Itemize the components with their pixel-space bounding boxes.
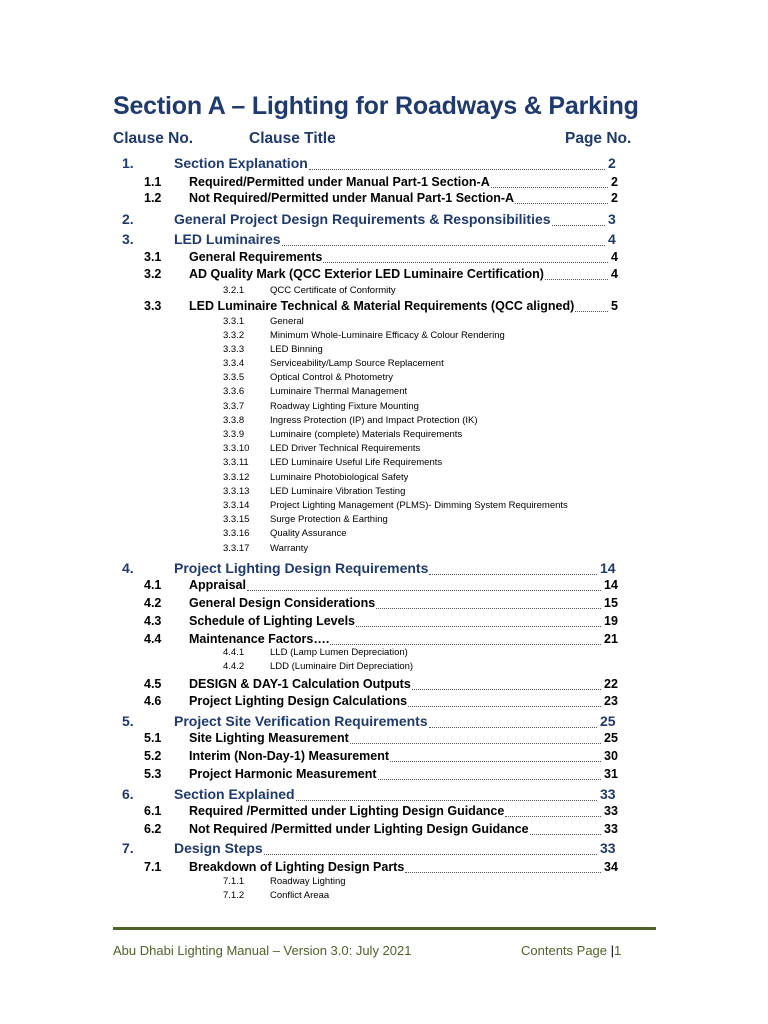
toc-entry-number: 7.1: [144, 860, 162, 874]
toc-entry-page: 3: [608, 211, 616, 227]
footer-contents-label: Contents Page: [521, 943, 611, 958]
toc-entry-number: 3.3.1: [223, 316, 245, 327]
toc-entry-title: Surge Protection & Earthing: [270, 514, 388, 525]
toc-entry-title: General Design Considerations: [189, 596, 376, 610]
footer-contents-page: [521, 943, 621, 958]
toc-entry-title: LED Luminaires: [174, 231, 281, 247]
toc-entry[interactable]: [0, 372, 768, 385]
toc-entry[interactable]: [0, 804, 768, 820]
toc-entry[interactable]: [0, 401, 768, 414]
toc-entry-page: 4: [611, 267, 618, 281]
toc-entry[interactable]: [0, 472, 768, 485]
toc-entry-page: 33: [600, 786, 616, 802]
toc-entry-title: LED Luminaire Vibration Testing: [270, 486, 406, 497]
toc-dot-leader: [296, 800, 597, 801]
toc-entry-title: Breakdown of Lighting Design Parts: [189, 860, 405, 874]
toc-entry-number: 4.6: [144, 694, 162, 708]
toc-entry-page: 19: [604, 614, 618, 628]
toc-entry-page: 25: [604, 731, 618, 745]
toc-entry-page: 33: [600, 840, 616, 856]
toc-entry-number: 3.: [122, 231, 134, 247]
toc-dot-leader: [309, 169, 605, 170]
toc-entry-title: Interim (Non-Day-1) Measurement: [189, 749, 390, 763]
toc-entry-title: Required/Permitted under Manual Part-1 Section-A: [189, 175, 490, 189]
toc-entry[interactable]: [0, 316, 768, 329]
toc-entry[interactable]: [0, 415, 768, 428]
toc-entry-number: 3.3.2: [223, 330, 245, 341]
toc-entry-page: 30: [604, 749, 618, 763]
toc-dot-leader: [350, 743, 601, 744]
toc-entry[interactable]: [0, 155, 768, 173]
toc-entry[interactable]: [0, 786, 768, 804]
toc-entry-title: Project Lighting Design Calculations: [189, 694, 408, 708]
toc-entry[interactable]: [0, 344, 768, 357]
toc-entry-number: 7.1.1: [223, 876, 245, 887]
toc-entry-title: Optical Control & Photometry: [270, 372, 394, 383]
toc-entry-number: 4.: [122, 560, 134, 576]
toc-entry[interactable]: [0, 285, 768, 298]
toc-entry[interactable]: [0, 299, 768, 315]
toc-entry-number: 5.2: [144, 749, 162, 763]
toc-entry-number: 4.4: [144, 632, 162, 646]
toc-entry[interactable]: [0, 694, 768, 710]
toc-entry[interactable]: [0, 596, 768, 612]
toc-entry-page: 31: [604, 767, 618, 781]
toc-entry-number: 7.1.2: [223, 890, 245, 901]
toc-entry-number: 3.3.9: [223, 429, 245, 440]
toc-entry-number: 4.4.1: [223, 647, 245, 658]
toc-entry-number: 5.: [122, 713, 134, 729]
toc-entry[interactable]: [0, 731, 768, 747]
toc-entry-title: Project Lighting Design Requirements: [174, 560, 429, 576]
toc-entry-number: 2.: [122, 211, 134, 227]
toc-entry-page: 2: [608, 155, 616, 171]
toc-entry[interactable]: [0, 457, 768, 470]
toc-entry[interactable]: [0, 528, 768, 541]
toc-entry-number: 4.2: [144, 596, 162, 610]
toc-entry-number: 3.3.17: [223, 543, 250, 554]
toc-dot-leader: [356, 626, 601, 627]
toc-entry-title: LED Luminaire Technical & Material Requirements (QCC aligned): [189, 299, 575, 313]
toc-entry[interactable]: [0, 386, 768, 399]
toc-entry-number: 3.3: [144, 299, 162, 313]
toc-entry-number: 3.3.4: [223, 358, 245, 369]
footer-separator: |: [610, 943, 615, 958]
toc-dot-leader: [505, 816, 601, 817]
toc-entry-page: 5: [611, 299, 618, 313]
toc-entry-number: 3.3.14: [223, 500, 250, 511]
toc-entry[interactable]: [0, 486, 768, 499]
toc-entry-title: Required /Permitted under Lighting Design Guidance: [189, 804, 505, 818]
toc-entry-number: 1.2: [144, 191, 162, 205]
column-header-page-no: Page No.: [565, 130, 632, 147]
toc-entry-number: 3.3.7: [223, 401, 245, 412]
toc-entry-number: 5.1: [144, 731, 162, 745]
toc-entry-title: Conflict Areaa: [270, 890, 330, 901]
toc-entry-title: Quality Assurance: [270, 528, 347, 539]
toc-entry-page: 33: [604, 804, 618, 818]
column-header-clause-title: Clause Title: [249, 130, 336, 147]
toc-entry-page: 2: [611, 191, 618, 205]
toc-entry[interactable]: [0, 358, 768, 371]
toc-entry-title: Project Harmonic Measurement: [189, 767, 377, 781]
toc-entry-number: 3.3.15: [223, 514, 250, 525]
toc-entry-title: Maintenance Factors….: [189, 632, 330, 646]
toc-entry[interactable]: [0, 175, 768, 191]
toc-entry[interactable]: [0, 231, 768, 249]
toc-entry-title: General: [270, 316, 304, 327]
toc-entry-title: Luminaire Photobiological Safety: [270, 472, 409, 483]
toc-entry-title: LED Driver Technical Requirements: [270, 443, 421, 454]
toc-entry-title: LED Binning: [270, 344, 323, 355]
toc-dot-leader: [491, 187, 608, 188]
toc-entry-number: 3.3.11: [223, 457, 249, 468]
toc-dot-leader: [552, 225, 605, 226]
toc-entry-title: LDD (Luminaire Dirt Depreciation): [270, 661, 414, 672]
toc-dot-leader: [247, 590, 601, 591]
toc-entry-title: Warranty: [270, 543, 309, 554]
toc-entry-page: 34: [604, 860, 618, 874]
toc-dot-leader: [264, 854, 597, 855]
toc-entry-page: 23: [604, 694, 618, 708]
toc-entry-title: Project Site Verification Requirements: [174, 713, 428, 729]
toc-entry-title: AD Quality Mark (QCC Exterior LED Luminaire Certification): [189, 267, 544, 281]
toc-entry-number: 1.: [122, 155, 134, 171]
toc-dot-leader: [282, 245, 605, 246]
toc-entry[interactable]: [0, 514, 768, 527]
toc-entry-title: Luminaire Thermal Management: [270, 386, 408, 397]
footer-divider: [113, 927, 656, 930]
toc-entry[interactable]: [0, 330, 768, 343]
toc-entry-number: 4.4.2: [223, 661, 245, 672]
page-title: Section A – Lighting for Roadways & Parking: [113, 92, 639, 120]
toc-dot-leader: [515, 203, 608, 204]
toc-dot-leader: [330, 644, 601, 645]
toc-entry[interactable]: [0, 443, 768, 456]
toc-dot-leader: [412, 689, 601, 690]
toc-entry[interactable]: [0, 614, 768, 630]
toc-entry-title: Roadway Lighting: [270, 876, 346, 887]
toc-dot-leader: [405, 872, 601, 873]
toc-entry-number: 3.3.12: [223, 472, 250, 483]
toc-entry-page: 15: [604, 596, 618, 610]
toc-entry[interactable]: [0, 429, 768, 442]
toc-entry-number: 3.3.5: [223, 372, 245, 383]
toc-entry-number: 7.: [122, 840, 134, 856]
toc-entry-page: 22: [604, 677, 618, 691]
toc-entry-page: 25: [600, 713, 616, 729]
toc-entry-title: Serviceability/Lamp Source Replacement: [270, 358, 444, 369]
toc-entry-number: 3.3.16: [223, 528, 250, 539]
toc-entry-number: 5.3: [144, 767, 162, 781]
toc-entry[interactable]: [0, 250, 768, 266]
toc-entry-page: 4: [608, 231, 616, 247]
toc-entry-title: Section Explanation: [174, 155, 308, 171]
toc-entry-number: 3.3.6: [223, 386, 245, 397]
toc-entry-number: 3.3.13: [223, 486, 250, 497]
toc-entry[interactable]: [0, 840, 768, 858]
toc-entry[interactable]: [0, 749, 768, 765]
toc-entry-title: Not Required /Permitted under Lighting Design Guidance: [189, 822, 529, 836]
toc-entry-page: 14: [600, 560, 616, 576]
toc-entry[interactable]: [0, 211, 768, 229]
toc-entry-title: LLD (Lamp Lumen Depreciation): [270, 647, 408, 658]
toc-dot-leader: [390, 761, 601, 762]
toc-entry-title: Not Required/Permitted under Manual Part-1 Section-A: [189, 191, 515, 205]
toc-dot-leader: [408, 706, 601, 707]
toc-entry-title: Minimum Whole-Luminaire Efficacy & Colour Rendering: [270, 330, 505, 341]
toc-entry[interactable]: [0, 713, 768, 731]
toc-dot-leader: [376, 608, 601, 609]
toc-entry-number: 4.1: [144, 578, 162, 592]
toc-entry[interactable]: [0, 543, 768, 556]
toc-entry[interactable]: [0, 876, 768, 889]
toc-entry-title: Design Steps: [174, 840, 263, 856]
toc-entry-page: 2: [611, 175, 618, 189]
toc-entry[interactable]: [0, 647, 768, 660]
footer-manual-version: Abu Dhabi Lighting Manual – Version 3.0: July 2021: [113, 943, 412, 958]
toc-dot-leader: [323, 262, 608, 263]
toc-dot-leader: [429, 574, 597, 575]
toc-entry[interactable]: [0, 267, 768, 283]
toc-entry[interactable]: [0, 560, 768, 578]
toc-entry-number: 1.1: [144, 175, 162, 189]
toc-entry-number: 3.3.10: [223, 443, 250, 454]
column-header-clause-no: Clause No.: [113, 130, 194, 147]
toc-dot-leader: [545, 279, 608, 280]
toc-entry-number: 3.3.3: [223, 344, 245, 355]
toc-entry-title: Ingress Protection (IP) and Impact Protection (IK): [270, 415, 478, 426]
toc-entry-number: 6.1: [144, 804, 162, 818]
toc-entry-title: Schedule of Lighting Levels: [189, 614, 355, 628]
toc-entry-page: 4: [611, 250, 618, 264]
toc-dot-leader: [575, 311, 608, 312]
toc-dot-leader: [378, 779, 601, 780]
toc-entry-number: 3.2: [144, 267, 162, 281]
toc-entry-number: 3.2.1: [223, 285, 245, 296]
toc-entry-title: Section Explained: [174, 786, 295, 802]
toc-entry[interactable]: [0, 890, 768, 903]
toc-entry-title: Luminaire (complete) Materials Requirements: [270, 429, 463, 440]
toc-entry[interactable]: [0, 677, 768, 693]
toc-entry[interactable]: [0, 191, 768, 207]
toc-entry-title: DESIGN & DAY-1 Calculation Outputs: [189, 677, 411, 691]
toc-entry[interactable]: [0, 661, 768, 674]
toc-entry-title: LED Luminaire Useful Life Requirements: [270, 457, 443, 468]
toc-entry[interactable]: [0, 578, 768, 594]
footer-page-number: 1: [614, 943, 622, 958]
toc-entry-number: 6.2: [144, 822, 162, 836]
toc-entry-title: General Project Design Requirements & Responsibilities: [174, 211, 551, 227]
toc-entry-page: 21: [604, 632, 618, 646]
toc-entry-number: 4.5: [144, 677, 162, 691]
toc-entry-number: 3.1: [144, 250, 162, 264]
toc-dot-leader: [429, 727, 597, 728]
toc-entry-number: 4.3: [144, 614, 162, 628]
toc-entry-title: Site Lighting Measurement: [189, 731, 349, 745]
toc-entry-page: 14: [604, 578, 618, 592]
toc-entry[interactable]: [0, 822, 768, 838]
toc-entry-number: 3.3.8: [223, 415, 245, 426]
toc-entry-title: General Requirements: [189, 250, 323, 264]
toc-entry[interactable]: [0, 500, 768, 513]
toc-entry-title: Appraisal: [189, 578, 246, 592]
toc-entry-title: QCC Certificate of Conformity: [270, 285, 396, 296]
toc-dot-leader: [530, 834, 601, 835]
toc-entry-number: 6.: [122, 786, 134, 802]
toc-entry-page: 33: [604, 822, 618, 836]
toc-entry[interactable]: [0, 767, 768, 783]
toc-entry-title: Project Lighting Management (PLMS)- Dimming System Requirements: [270, 500, 568, 511]
toc-entry[interactable]: [0, 860, 768, 876]
toc-entry-title: Roadway Lighting Fixture Mounting: [270, 401, 419, 412]
toc-entry[interactable]: [0, 632, 768, 648]
